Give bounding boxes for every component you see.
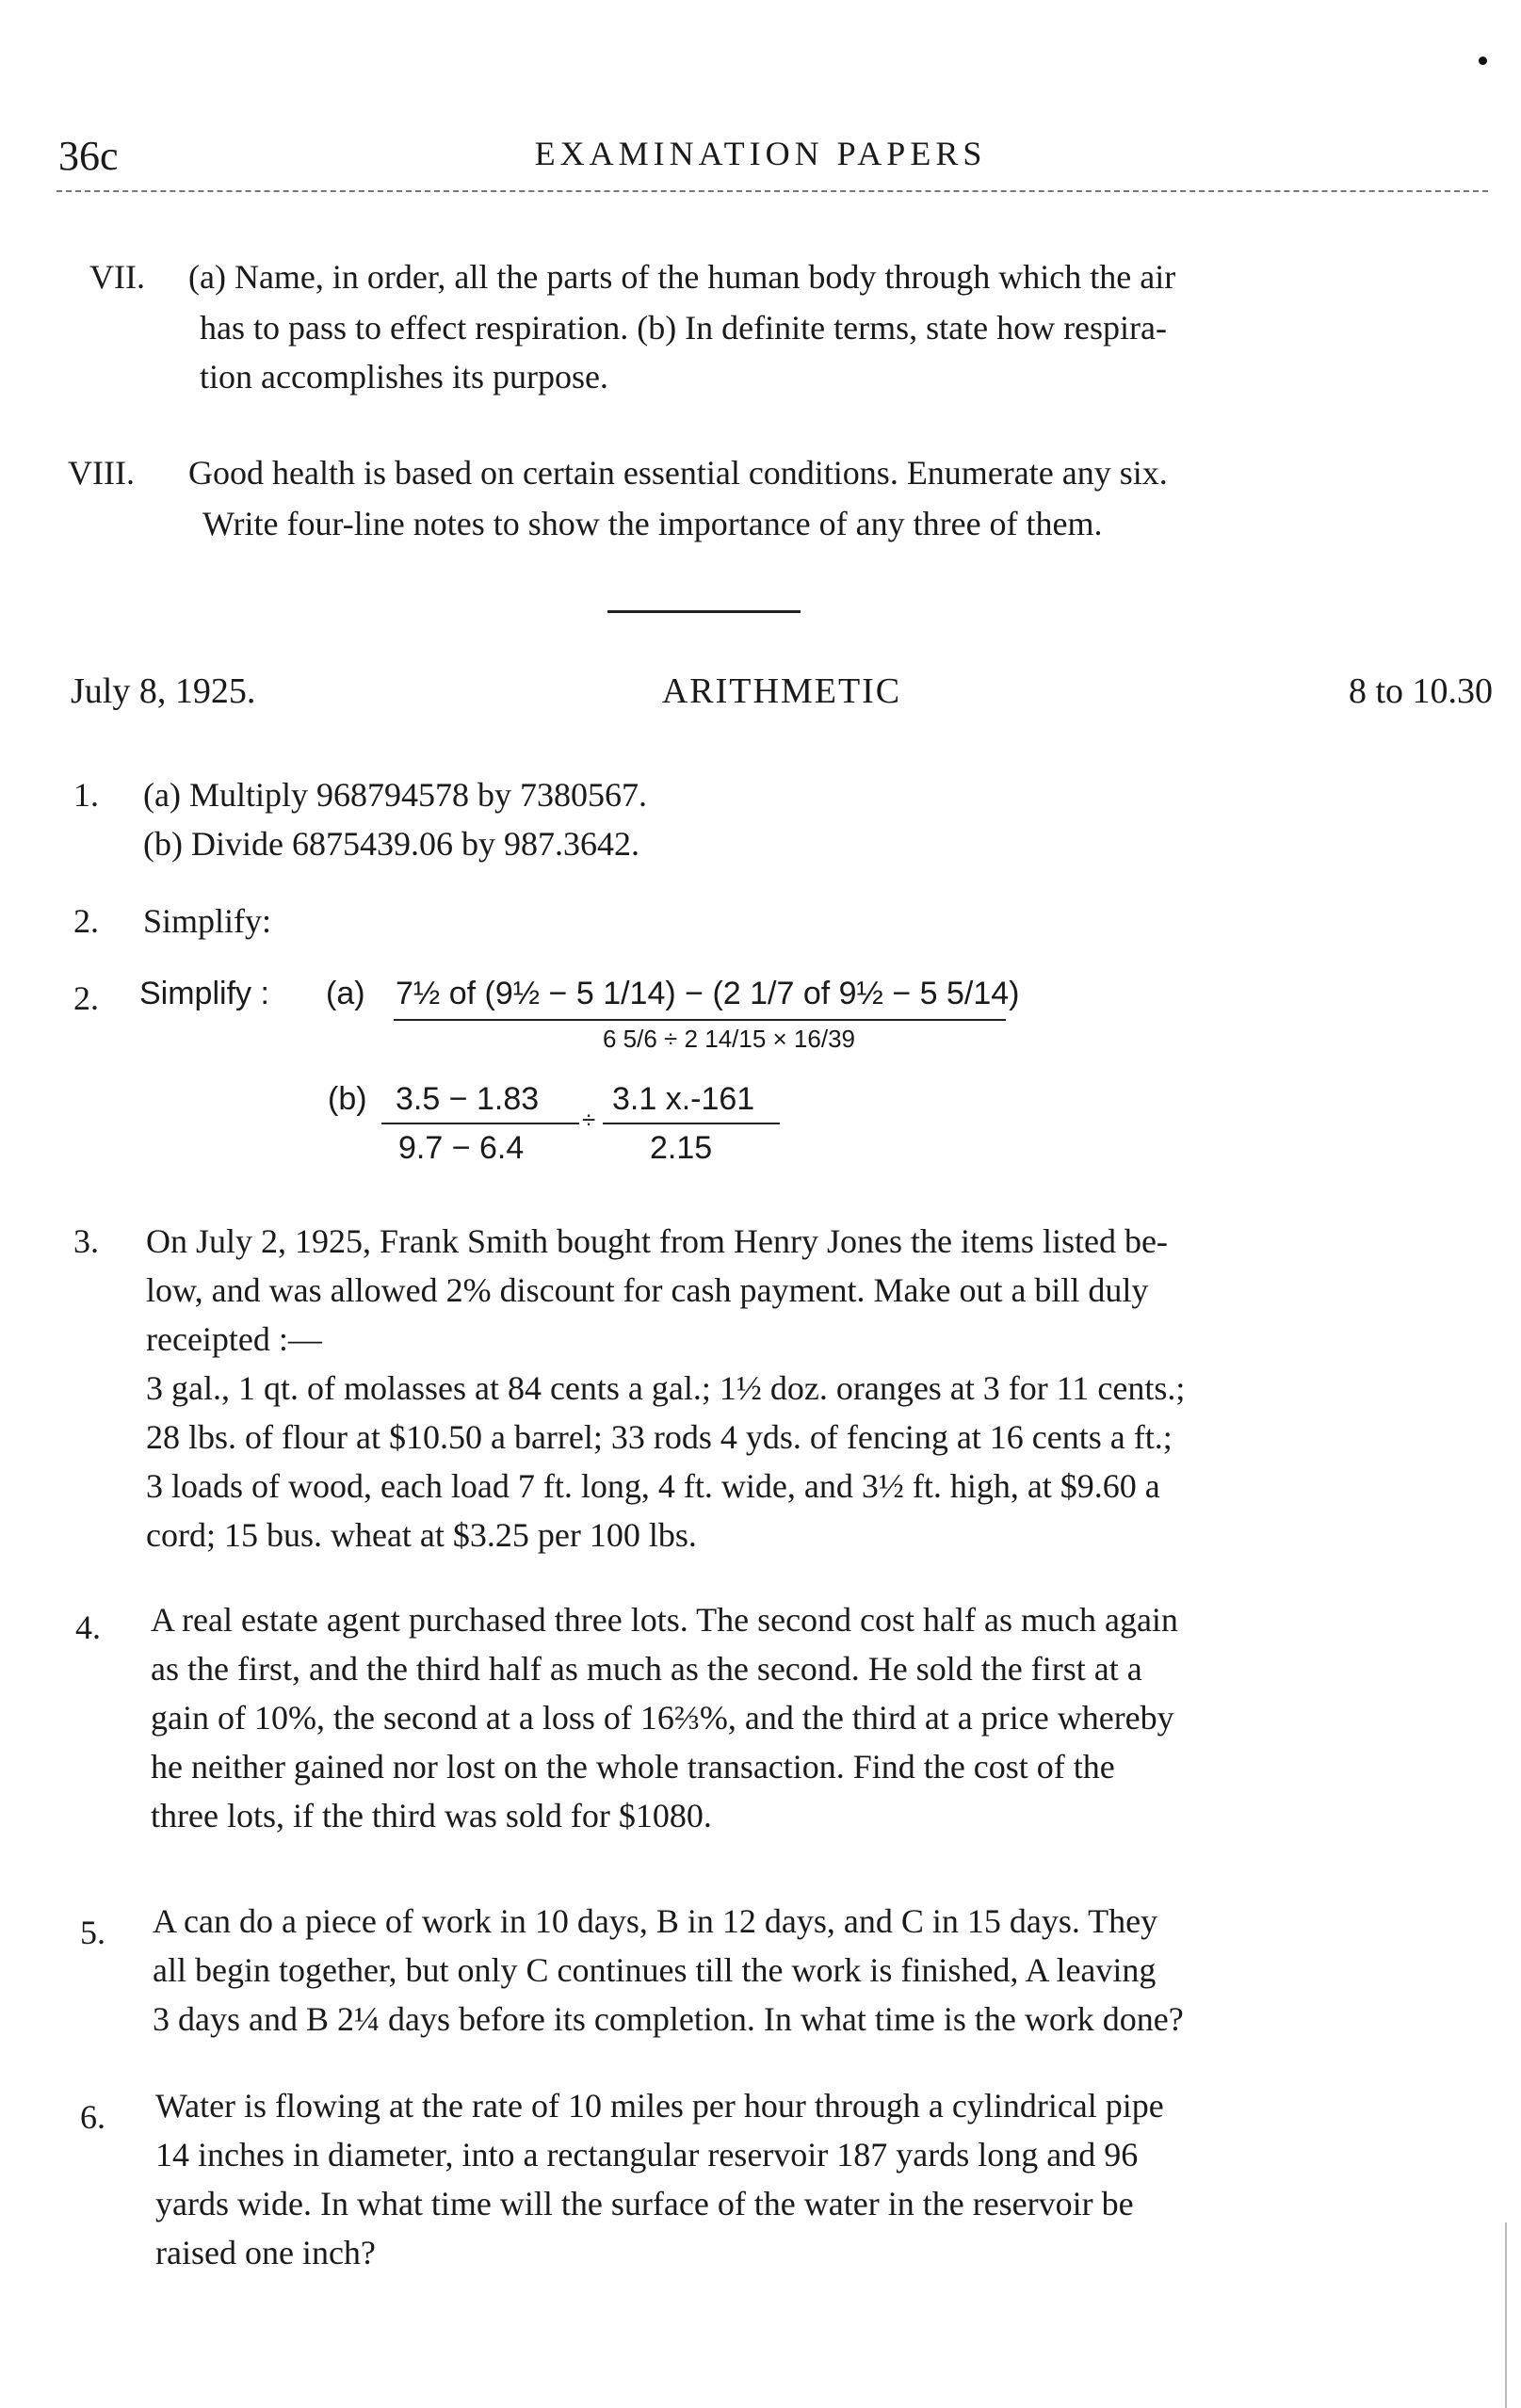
- exam-date: July 8, 1925.: [71, 671, 256, 711]
- running-title: EXAMINATION PAPERS: [534, 135, 987, 172]
- question-text: [146, 1217, 1483, 1560]
- part-a-label: (a): [326, 976, 365, 1011]
- part-b-operator: ÷: [582, 1106, 596, 1134]
- part-a-denominator: 6 5/6 ÷ 2 14/15 × 16/39: [603, 1025, 855, 1053]
- question-part: (a) Multiply 968794578 by 7380567.: [143, 776, 647, 814]
- page-number: 36c: [58, 133, 119, 179]
- question-number: 1.: [73, 776, 99, 814]
- question-number: 4.: [75, 1608, 101, 1646]
- exam-subject: ARITHMETIC: [661, 671, 902, 711]
- section-divider: [607, 610, 801, 613]
- question-number: 3.: [73, 1222, 99, 1260]
- question-line: A can do a piece of work in 10 days, B in 12 days, and C in 15 days. They: [153, 1902, 1158, 1940]
- question-line: Water is flowing at the rate of 10 miles per hour through a cylindrical pipe: [155, 2087, 1164, 2125]
- question-line: cord; 15 bus. wheat at $3.25 per 100 lbs.: [146, 1516, 697, 1554]
- question-line: 3 loads of wood, each load 7 ft. long, 4 ft. wide, and 3½ ft. high, at $9.60 a: [146, 1467, 1160, 1505]
- question-number: 6.: [80, 2098, 105, 2136]
- part-b-right-fraction-bar: [603, 1123, 780, 1124]
- question-text: [155, 2081, 1488, 2277]
- part-a-fraction-bar: [394, 1019, 1006, 1021]
- part-b-label: (b): [328, 1081, 367, 1117]
- header-rule: [57, 190, 1488, 192]
- question-text: [151, 1595, 1488, 1840]
- question-line: Write four-line notes to show the importance of any three of them.: [202, 505, 1103, 542]
- question-line: On July 2, 1925, Frank Smith bought from Henry Jones the items listed be-: [146, 1222, 1168, 1260]
- question-number: 2.: [73, 979, 99, 1017]
- question-text: [202, 499, 1389, 548]
- question-line: raised one inch?: [155, 2234, 376, 2271]
- question-number: VIII.: [68, 454, 135, 492]
- simplify-label: Simplify :: [139, 976, 269, 1011]
- question-text: [188, 448, 1479, 497]
- question-line: receipted :—: [146, 1320, 322, 1358]
- question-line: tion accomplishes its purpose.: [200, 358, 608, 396]
- question-line: (a) Name, in order, all the parts of the human body through which the air: [188, 258, 1176, 296]
- question-line: 28 lbs. of flour at $10.50 a barrel; 33 rods 4 yds. of fencing at 16 cents a ft.;: [146, 1418, 1173, 1456]
- question-line: Good health is based on certain essential conditions. Enumerate any six.: [188, 454, 1168, 492]
- exam-time: 8 to 10.30: [1348, 671, 1493, 711]
- part-b-left-fraction-bar: [381, 1123, 579, 1124]
- question-text: [143, 770, 1273, 868]
- question-line: Simplify:: [143, 902, 272, 940]
- question-line: gain of 10%, the second at a loss of 16⅔%, and the third at a price whereby: [151, 1699, 1174, 1737]
- question-number: 2.: [73, 902, 99, 940]
- question-line: all begin together, but only C continues till the work is finished, A leaving: [153, 1951, 1157, 1989]
- part-b-right-denominator: 2.15: [650, 1130, 713, 1166]
- question-line: 14 inches in diameter, into a rectangular reservoir 187 yards long and 96: [155, 2136, 1139, 2174]
- exam-header: [71, 671, 1493, 723]
- question-text: [153, 1897, 1488, 2044]
- question-line: 3 gal., 1 qt. of molasses at 84 cents a gal.; 1½ doz. oranges at 3 for 11 cents.;: [146, 1369, 1186, 1407]
- part-a-numerator: 7½ of (9½ − 5 1/14) − (2 1/7 of 9½ − 5 5/14): [396, 976, 1020, 1011]
- question-line: 3 days and B 2¼ days before its completion. In what time is the work done?: [153, 2000, 1184, 2038]
- question-number: 5.: [80, 1914, 105, 1951]
- ink-dot-mark: [1479, 57, 1487, 65]
- question-line: he neither gained nor lost on the whole transaction. Find the cost of the: [151, 1748, 1115, 1786]
- question-number: VII.: [89, 258, 145, 296]
- question-line: as the first, and the third half as much as the second. He sold the first at a: [151, 1650, 1142, 1688]
- question-text: [200, 303, 1479, 401]
- scan-edge-line: [1505, 2222, 1507, 2408]
- part-b-left-denominator: 9.7 − 6.4: [398, 1130, 525, 1166]
- question-line: A real estate agent purchased three lots. The second cost half as much again: [151, 1601, 1178, 1639]
- part-b-left-numerator: 3.5 − 1.83: [396, 1081, 540, 1117]
- question-line: three lots, if the third was sold for $1080.: [151, 1797, 712, 1834]
- question-line: low, and was allowed 2% discount for cash payment. Make out a bill duly: [146, 1271, 1149, 1309]
- question-line: yards wide. In what time will the surface of the water in the reservoir be: [155, 2185, 1134, 2222]
- question-line: has to pass to effect respiration. (b) In definite terms, state how respira-: [200, 309, 1168, 347]
- question-text: [188, 252, 1479, 301]
- part-b-right-numerator: 3.1 x.-161: [612, 1081, 755, 1117]
- question-text: [143, 897, 708, 945]
- question-part: (b) Divide 6875439.06 by 987.3642.: [143, 825, 639, 863]
